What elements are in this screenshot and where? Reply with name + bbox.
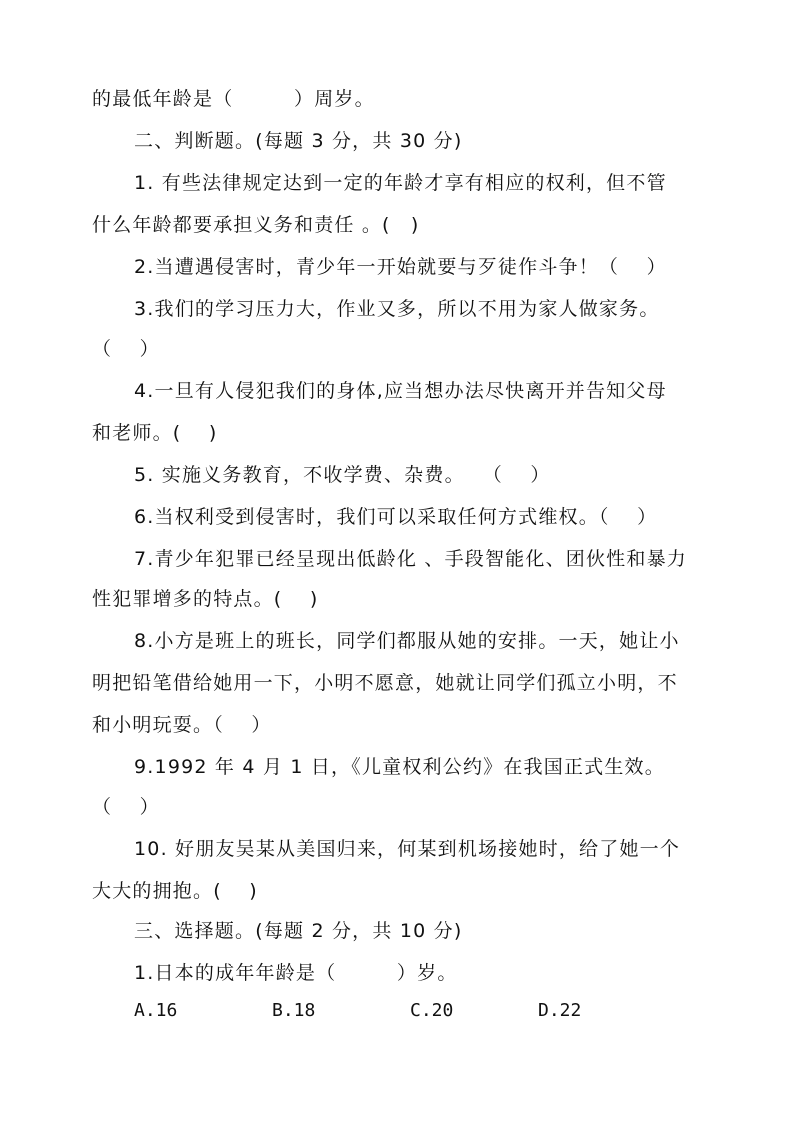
question-7-line-2: 性犯罪增多的特点。( ) xyxy=(92,588,319,610)
question-3-line-1: 3.我们的学习压力大，作业又多，所以不用为家人做家务。 xyxy=(134,298,660,320)
question-4-line-1: 4.一旦有人侵犯我们的身体,应当想办法尽快离开并告知父母 xyxy=(134,380,667,402)
question-8-line-2: 明把铅笔借给她用一下，小明不愿意，她就让同学们孤立小明，不 xyxy=(92,672,678,694)
question-8-line-1: 8.小方是班上的班长，同学们都服从她的安排。一天，她让小 xyxy=(134,630,680,652)
question-3-line-2: （ ） xyxy=(92,338,160,360)
question-9-line-2: （ ） xyxy=(92,796,160,818)
question-2: 2.当遭遇侵害时，青少年一开始就要与歹徒作斗争！（ ） xyxy=(134,256,667,278)
question-8-line-3: 和小明玩耍。（ ） xyxy=(92,714,272,736)
option-b: B.18 xyxy=(272,1000,316,1021)
option-d: D.22 xyxy=(538,1000,582,1021)
question-6: 6.当权利受到侵害时，我们可以采取任何方式维权。（ ） xyxy=(134,506,658,528)
question-1-line-2: 什么年龄都要承担义务和责任 。( ) xyxy=(92,214,420,236)
question-10-line-2: 大大的拥抱。( ) xyxy=(92,880,258,902)
question-9-line-1: 9.1992 年 4 月 1 日，《儿童权利公约》在我国正式生效。 xyxy=(134,756,665,778)
option-c: C.20 xyxy=(410,1000,454,1021)
question-5: 5. 实施义务教育，不收学费、杂费。 （ ） xyxy=(134,464,551,486)
choice-options xyxy=(0,1000,794,1026)
section-heading-judgment: 二、判断题。(每题 3 分，共 30 分) xyxy=(134,130,463,152)
text-line-1: 的最低年龄是（ ）周岁。 xyxy=(92,88,375,110)
question-4-line-2: 和老师。( ) xyxy=(92,422,218,444)
section-heading-choice: 三、选择题。(每题 2 分，共 10 分) xyxy=(134,920,463,942)
choice-question-1: 1.日本的成年年龄是（ ）岁。 xyxy=(134,962,458,984)
question-1-line-1: 1. 有些法律规定达到一定的年龄才享有相应的权利，但不管 xyxy=(134,172,667,194)
question-10-line-1: 10. 好朋友吴某从美国归来，何某到机场接她时，给了她一个 xyxy=(134,838,681,860)
option-a: A.16 xyxy=(134,1000,178,1021)
question-7-line-1: 7.青少年犯罪已经呈现出低龄化 、手段智能化、团伙性和暴力 xyxy=(134,548,687,570)
